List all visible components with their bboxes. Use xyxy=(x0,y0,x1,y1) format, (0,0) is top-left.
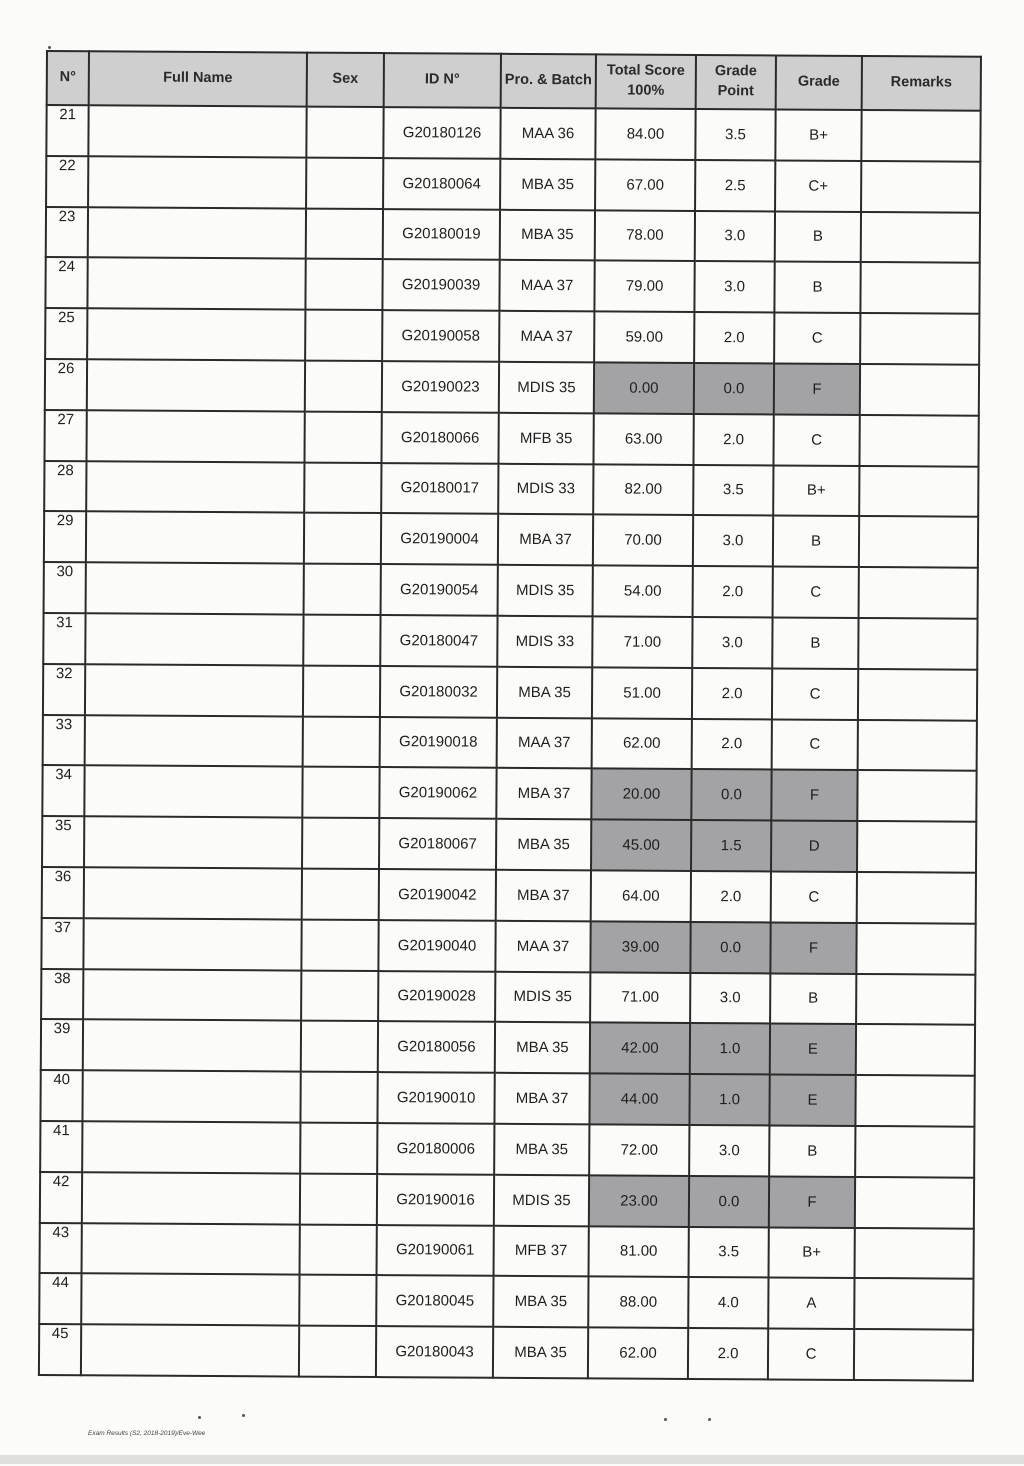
cell-grade-point: 2.5 xyxy=(695,160,775,211)
cell-remarks xyxy=(855,1126,974,1178)
cell-full-name xyxy=(86,461,304,513)
col-header-full-name: Full Name xyxy=(89,51,307,106)
cell-no: 42 xyxy=(40,1172,82,1223)
cell-remarks xyxy=(859,567,978,619)
cell-no: 29 xyxy=(44,511,86,562)
cell-total-score: 23.00 xyxy=(589,1175,689,1226)
cell-sex xyxy=(305,259,382,310)
cell-grade: B+ xyxy=(769,1227,855,1278)
cell-program-batch: MDIS 35 xyxy=(494,1174,589,1225)
cell-total-score: 70.00 xyxy=(593,515,693,566)
scan-edge xyxy=(0,1455,1024,1464)
cell-sex xyxy=(304,513,381,564)
cell-sex xyxy=(304,564,381,615)
cell-id: G20190039 xyxy=(382,259,499,311)
cell-program-batch: MAA 37 xyxy=(499,311,594,362)
cell-grade-point: 2.0 xyxy=(691,871,771,922)
cell-sex xyxy=(305,361,382,412)
cell-no: 24 xyxy=(45,257,87,308)
cell-grade: B xyxy=(775,211,861,262)
cell-id: G20180043 xyxy=(376,1326,493,1378)
cell-grade: B xyxy=(769,1125,855,1176)
cell-id: G20180056 xyxy=(378,1021,495,1073)
cell-remarks xyxy=(858,720,977,772)
table-row xyxy=(41,969,975,1026)
cell-grade: C xyxy=(772,719,858,770)
cell-id: G20190028 xyxy=(378,971,495,1023)
cell-no: 30 xyxy=(44,562,86,613)
cell-grade: B xyxy=(773,516,859,567)
cell-total-score: 64.00 xyxy=(591,870,691,921)
cell-no: 21 xyxy=(46,105,88,156)
cell-grade: C xyxy=(772,668,858,719)
table-row xyxy=(39,1324,973,1381)
table-row xyxy=(40,1121,974,1178)
table-row xyxy=(44,461,978,518)
cell-sex xyxy=(300,1173,377,1224)
cell-grade-point: 2.0 xyxy=(693,566,773,617)
cell-sex xyxy=(303,716,380,767)
cell-grade: C xyxy=(773,567,859,618)
table-row xyxy=(45,308,979,365)
cell-full-name xyxy=(86,562,304,614)
cell-sex xyxy=(299,1326,376,1377)
cell-grade: B xyxy=(774,262,860,313)
cell-remarks xyxy=(860,262,979,314)
cell-grade: C xyxy=(773,414,859,465)
cell-program-batch: MBA 35 xyxy=(493,1276,588,1327)
cell-grade-point: 3.0 xyxy=(693,515,773,566)
cell-remarks xyxy=(854,1329,973,1381)
table-row xyxy=(41,1019,975,1076)
cell-sex xyxy=(301,1021,378,1072)
cell-id: G20180067 xyxy=(379,818,496,870)
cell-no: 36 xyxy=(42,867,84,918)
cell-full-name xyxy=(84,816,302,868)
cell-remarks xyxy=(855,1227,974,1279)
cell-no: 25 xyxy=(45,308,87,359)
cell-remarks xyxy=(855,1177,974,1229)
cell-grade: D xyxy=(771,821,857,872)
cell-program-batch: MDIS 33 xyxy=(498,463,593,514)
cell-remarks xyxy=(857,872,976,924)
table-row xyxy=(42,816,976,873)
col-header-id: ID N° xyxy=(384,53,501,108)
cell-id: G20190018 xyxy=(380,717,497,769)
results-sheet xyxy=(38,50,980,1382)
table-row xyxy=(43,664,977,721)
cell-remarks xyxy=(860,313,979,365)
col-header-sex: Sex xyxy=(307,53,384,107)
cell-program-batch: MDIS 33 xyxy=(497,616,592,667)
cell-full-name xyxy=(87,308,305,360)
cell-grade: B xyxy=(770,973,856,1024)
table-row xyxy=(45,257,979,314)
cell-grade: B+ xyxy=(773,465,859,516)
cell-remarks xyxy=(855,1075,974,1127)
table-row xyxy=(46,105,980,162)
table-row xyxy=(46,207,980,264)
cell-program-batch: MAA 37 xyxy=(499,260,594,311)
results-table xyxy=(38,50,982,1382)
cell-grade-point: 0.0 xyxy=(694,363,774,414)
cell-id: G20190054 xyxy=(381,564,498,616)
cell-program-batch: MDIS 35 xyxy=(499,362,594,413)
cell-program-batch: MAA 36 xyxy=(500,108,595,159)
cell-total-score: 81.00 xyxy=(589,1226,689,1277)
table-row xyxy=(42,765,976,822)
cell-remarks xyxy=(854,1278,973,1330)
cell-sex xyxy=(299,1275,376,1326)
cell-total-score: 51.00 xyxy=(592,667,692,718)
total-score-label: Total Score xyxy=(606,62,685,80)
cell-total-score: 39.00 xyxy=(590,921,690,972)
cell-no: 33 xyxy=(43,715,85,766)
cell-total-score: 79.00 xyxy=(594,261,694,312)
col-header-total-score xyxy=(596,54,696,109)
cell-program-batch: MBA 37 xyxy=(496,870,591,921)
cell-program-batch: MAA 37 xyxy=(497,717,592,768)
cell-program-batch: MAA 37 xyxy=(495,921,590,972)
cell-grade: C+ xyxy=(775,160,861,211)
cell-program-batch: MBA 35 xyxy=(497,667,592,718)
cell-grade-point: 3.0 xyxy=(695,211,775,262)
cell-total-score: 42.00 xyxy=(590,1023,690,1074)
cell-id: G20190023 xyxy=(382,361,499,413)
cell-full-name xyxy=(85,664,303,716)
table-row xyxy=(45,359,979,416)
cell-sex xyxy=(304,462,381,513)
table-row xyxy=(46,156,980,213)
cell-sex xyxy=(302,767,379,818)
cell-id: G20190058 xyxy=(382,310,499,362)
cell-program-batch: MDIS 35 xyxy=(498,565,593,616)
cell-total-score: 62.00 xyxy=(588,1327,688,1378)
table-row xyxy=(44,410,978,467)
cell-remarks xyxy=(857,770,976,822)
cell-no: 39 xyxy=(41,1019,83,1070)
cell-full-name xyxy=(86,512,304,564)
cell-grade: F xyxy=(774,363,860,414)
cell-grade: B+ xyxy=(775,109,861,160)
cell-full-name xyxy=(82,1070,300,1122)
cell-remarks xyxy=(859,466,978,518)
cell-grade-point: 2.0 xyxy=(693,414,773,465)
cell-grade: F xyxy=(771,770,857,821)
cell-no: 23 xyxy=(46,207,88,258)
cell-total-score: 63.00 xyxy=(593,413,693,464)
cell-no: 37 xyxy=(41,918,83,969)
col-header-grade-point xyxy=(696,55,776,109)
cell-sex xyxy=(300,1072,377,1123)
cell-grade-point: 3.0 xyxy=(694,261,774,312)
cell-id: G20190004 xyxy=(381,513,498,565)
cell-grade-point: 3.0 xyxy=(690,973,770,1024)
table-row xyxy=(40,1070,974,1127)
cell-no: 28 xyxy=(44,461,86,512)
cell-grade-point: 3.5 xyxy=(695,109,775,160)
footer-note: Exam Results (S2, 2018-2019)/Eve-Wee xyxy=(88,1430,206,1437)
cell-remarks xyxy=(859,415,978,467)
cell-program-batch: MFB 35 xyxy=(498,413,593,464)
cell-no: 22 xyxy=(46,156,88,207)
cell-remarks xyxy=(857,821,976,873)
cell-sex xyxy=(305,310,382,361)
cell-sex xyxy=(300,1224,377,1275)
cell-id: G20190016 xyxy=(377,1174,494,1226)
cell-program-batch: MDIS 35 xyxy=(495,971,590,1022)
cell-no: 45 xyxy=(39,1324,81,1375)
cell-no: 32 xyxy=(43,664,85,715)
table-row xyxy=(44,511,978,568)
cell-full-name xyxy=(81,1324,299,1376)
cell-no: 26 xyxy=(45,359,87,410)
cell-no: 27 xyxy=(44,410,86,461)
cell-id: G20190042 xyxy=(379,869,496,921)
cell-remarks xyxy=(856,923,975,975)
cell-grade: A xyxy=(768,1278,854,1329)
cell-sex xyxy=(300,1123,377,1174)
cell-no: 38 xyxy=(41,969,83,1020)
cell-grade-point: 1.0 xyxy=(690,1023,770,1074)
cell-grade: C xyxy=(768,1329,854,1380)
table-row xyxy=(43,715,977,772)
cell-sex xyxy=(302,869,379,920)
cell-sex xyxy=(303,615,380,666)
cell-total-score: 44.00 xyxy=(589,1073,689,1124)
scan-speck xyxy=(664,1418,667,1421)
table-row xyxy=(41,918,975,975)
cell-grade: C xyxy=(774,313,860,364)
cell-remarks xyxy=(861,161,980,213)
cell-program-batch: MBA 35 xyxy=(500,209,595,260)
cell-grade-point: 3.5 xyxy=(689,1226,769,1277)
cell-grade-point: 2.0 xyxy=(692,668,772,719)
cell-id: G20180045 xyxy=(376,1275,493,1327)
col-header-grade: Grade xyxy=(776,55,862,110)
cell-total-score: 0.00 xyxy=(594,362,694,413)
cell-id: G20190061 xyxy=(377,1225,494,1277)
cell-no: 34 xyxy=(42,765,84,816)
scan-speck xyxy=(708,1418,711,1421)
cell-grade: C xyxy=(771,871,857,922)
cell-sex xyxy=(302,818,379,869)
cell-remarks xyxy=(856,1024,975,1076)
cell-full-name xyxy=(88,207,306,259)
cell-sex xyxy=(301,970,378,1021)
cell-id: G20180017 xyxy=(381,463,498,515)
cell-total-score: 72.00 xyxy=(589,1124,689,1175)
table-row xyxy=(43,613,977,670)
cell-sex xyxy=(303,665,380,716)
cell-total-score: 62.00 xyxy=(592,718,692,769)
cell-remarks xyxy=(861,110,980,162)
results-body xyxy=(39,105,981,1381)
cell-grade-point: 2.0 xyxy=(694,312,774,363)
cell-total-score: 54.00 xyxy=(593,566,693,617)
col-header-program-batch: Pro. & Batch xyxy=(501,54,596,109)
cell-total-score: 71.00 xyxy=(590,972,690,1023)
cell-sex xyxy=(306,157,383,208)
cell-total-score: 45.00 xyxy=(591,820,691,871)
cell-total-score: 71.00 xyxy=(592,616,692,667)
cell-grade-point: 0.0 xyxy=(690,922,770,973)
cell-full-name xyxy=(82,1121,300,1173)
cell-full-name xyxy=(83,1020,301,1072)
cell-full-name xyxy=(82,1223,300,1275)
cell-grade: E xyxy=(770,1024,856,1075)
table-row xyxy=(40,1172,974,1229)
cell-remarks xyxy=(860,364,979,416)
cell-grade-point: 1.5 xyxy=(691,820,771,871)
cell-id: G20190040 xyxy=(378,920,495,972)
cell-id: G20190062 xyxy=(379,767,496,819)
cell-remarks xyxy=(858,618,977,670)
table-row xyxy=(42,867,976,924)
grade-point-label-2: Point xyxy=(717,83,754,100)
cell-remarks xyxy=(856,974,975,1026)
cell-full-name xyxy=(87,359,305,411)
header-row xyxy=(47,51,981,111)
cell-full-name xyxy=(83,969,301,1021)
table-row xyxy=(40,1223,974,1280)
cell-grade: F xyxy=(769,1176,855,1227)
cell-no: 35 xyxy=(42,816,84,867)
cell-no: 41 xyxy=(40,1121,82,1172)
cell-grade-point: 4.0 xyxy=(688,1277,768,1328)
cell-grade-point: 3.0 xyxy=(689,1125,769,1176)
cell-full-name xyxy=(81,1274,299,1326)
scan-speck xyxy=(48,46,51,49)
scan-speck xyxy=(198,1416,201,1419)
cell-id: G20180019 xyxy=(383,209,500,261)
cell-program-batch: MFB 37 xyxy=(494,1225,589,1276)
cell-id: G20180066 xyxy=(381,412,498,464)
cell-grade-point: 2.0 xyxy=(688,1328,768,1379)
cell-sex xyxy=(306,107,383,158)
col-header-no: N° xyxy=(47,51,89,105)
cell-total-score: 20.00 xyxy=(591,769,691,820)
cell-id: G20180126 xyxy=(383,107,500,159)
cell-no: 31 xyxy=(43,613,85,664)
cell-full-name xyxy=(88,156,306,208)
cell-id: G20180047 xyxy=(380,615,497,667)
cell-total-score: 78.00 xyxy=(595,210,695,261)
cell-remarks xyxy=(858,669,977,721)
cell-grade-point: 0.0 xyxy=(689,1176,769,1227)
cell-total-score: 67.00 xyxy=(595,159,695,210)
cell-grade-point: 1.0 xyxy=(689,1074,769,1125)
cell-id: G20180006 xyxy=(377,1123,494,1175)
cell-id: G20190010 xyxy=(377,1072,494,1124)
cell-grade-point: 2.0 xyxy=(692,719,772,770)
scan-speck xyxy=(242,1414,245,1417)
cell-sex xyxy=(304,411,381,462)
cell-program-batch: MBA 35 xyxy=(496,819,591,870)
cell-full-name xyxy=(82,1172,300,1224)
cell-full-name xyxy=(88,105,306,157)
cell-program-batch: MBA 37 xyxy=(496,768,591,819)
cell-full-name xyxy=(84,766,302,818)
cell-program-batch: MBA 35 xyxy=(493,1327,588,1378)
cell-total-score: 82.00 xyxy=(593,464,693,515)
grade-point-label-1: Grade xyxy=(714,63,757,80)
cell-program-batch: MBA 37 xyxy=(494,1073,589,1124)
cell-no: 44 xyxy=(39,1273,81,1324)
table-row xyxy=(39,1273,973,1330)
cell-id: G20180032 xyxy=(380,666,497,718)
cell-grade-point: 3.0 xyxy=(692,617,772,668)
cell-remarks xyxy=(861,212,980,264)
cell-total-score: 84.00 xyxy=(595,108,695,159)
cell-total-score: 88.00 xyxy=(588,1277,688,1328)
cell-program-batch: MBA 35 xyxy=(494,1124,589,1175)
cell-sex xyxy=(301,919,378,970)
cell-remarks xyxy=(859,516,978,568)
cell-program-batch: MBA 35 xyxy=(500,159,595,210)
cell-grade: E xyxy=(769,1075,855,1126)
cell-grade-point: 3.5 xyxy=(693,465,773,516)
cell-total-score: 59.00 xyxy=(594,312,694,363)
cell-no: 40 xyxy=(40,1070,82,1121)
cell-full-name xyxy=(83,918,301,970)
cell-full-name xyxy=(85,613,303,665)
cell-no: 43 xyxy=(40,1223,82,1274)
cell-sex xyxy=(306,208,383,259)
cell-program-batch: MBA 37 xyxy=(498,514,593,565)
cell-grade: B xyxy=(772,617,858,668)
cell-full-name xyxy=(86,410,304,462)
col-header-remarks: Remarks xyxy=(862,56,981,111)
cell-grade-point: 0.0 xyxy=(691,769,771,820)
cell-full-name xyxy=(84,867,302,919)
cell-program-batch: MBA 35 xyxy=(495,1022,590,1073)
table-row xyxy=(44,562,978,619)
cell-full-name xyxy=(85,715,303,767)
total-score-unit: 100% xyxy=(627,82,665,99)
cell-grade: F xyxy=(770,922,856,973)
cell-id: G20180064 xyxy=(383,158,500,210)
cell-full-name xyxy=(87,258,305,310)
